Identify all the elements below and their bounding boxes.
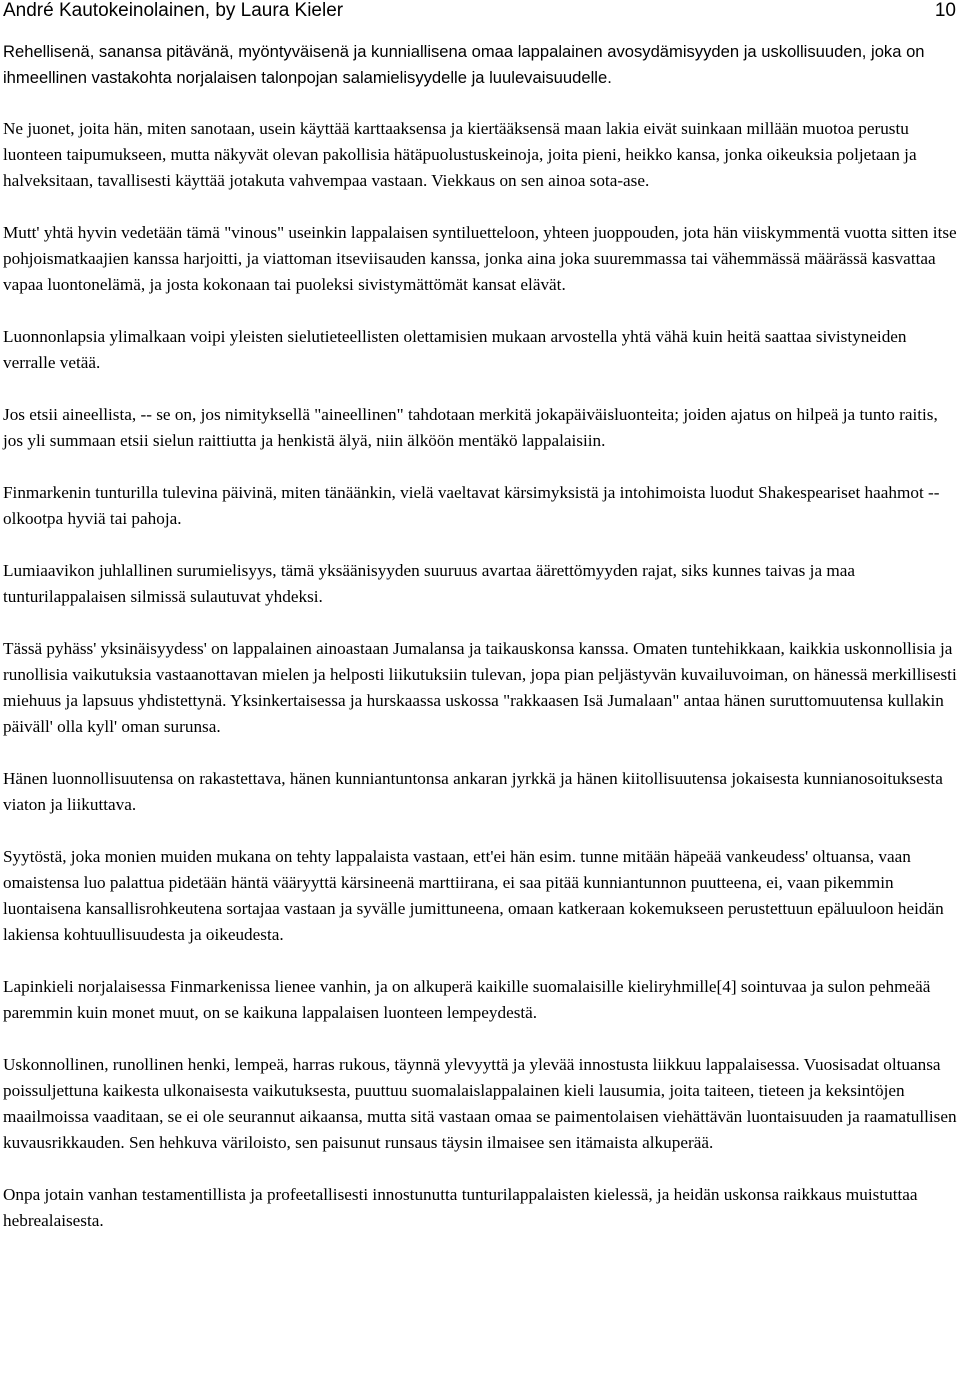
paragraph-5: Finmarkenin tunturilla tulevina päivinä, miten tänäänkin, vielä vaeltavat kärsimyksistä ja intohimoista luodut Shakespeariset haahmot -- olkootpa hyviä tai pahoja. (3, 483, 940, 528)
page-number: 10 (934, 0, 956, 21)
paragraph-12: Onpa jotain vanhan testamentillista ja profeetallisesti innostunutta tunturilappalaisten kielessä, ja heidän uskonsa raikkaus muistuttaa hebrealaisesta. (3, 1185, 918, 1230)
paragraph-2: Mutt' yhtä hyvin vedetään tämä "vinous" useinkin lappalaisen syntiluetteloon, yhteen juoppouden, jota hän viiskymmentä vuotta sitten itse pohjoismatkaajien kanssa harjoitti, ja viattoman itseviisauden kanssa, jonka aina joka suuremmassa tai vähemmässä määrässä kasvattaa vapaa luontonelämä, ja josta kokonaan tai puoleksi sivistymättömät kansat elävät. (3, 223, 957, 294)
header-title: André Kautokeinolainen, by Laura Kieler (3, 0, 344, 21)
paragraph-6: Lumiaavikon juhlallinen surumielisyys, tämä yksäänisyyden suuruus avartaa äärettömyyden rajat, siks kunnes taivas ja maa tunturilappalaisen silmissä sulautuvat yhdeksi. (3, 561, 855, 606)
paragraph-10: Lapinkieli norjalaisessa Finmarkenissa lienee vanhin, ja on alkuperä kaikille suomalaisille kieliryhmille[4] sointuvaa ja sulon pehmeää paremmin kuin monet muut, on se kaikuna lappalaisen luonteen lempeydestä. (3, 977, 931, 1022)
paragraph-8: Hänen luonnollisuutensa on rakastettava, hänen kunniantuntonsa ankaran jyrkkä ja hänen kiitollisuutensa jokaisesta kunnianosoituksesta viaton ja liikuttava. (3, 769, 943, 814)
paragraph-1: Ne juonet, joita hän, miten sanotaan, usein käyttää karttaaksensa ja kiertääksensä maan lakia eivät suinkaan millään muotoa perustu luonteen taipumukseen, mutta näkyvät olevan pakollisia hätäpuolustuskeinoja, joita pieni, heikko kansa, jonka oikeuksia poljetaan ja halveksitaan, tavallisesti käyttää jotakuta vahvempaa vastaan. Viekkaus on sen ainoa sota-ase. (3, 119, 917, 190)
page-header (3, 0, 960, 22)
paragraph-9: Syytöstä, joka monien muiden mukana on tehty lappalaista vastaan, ett'ei hän esim. tunne mitään häpeää vankeudess' oltuansa, vaan omaistensa luo palattua pidetään häntä vääryyttä kärsineenä marttiirana, ei saa pitää kunniantunnon puutteena, ei, vaan pikemmin luontaisena kansallisrohkeutena sortajaa vastaan ja syvälle jumittuneena, omaan katkeraan kokemukseen perustettuun epäluuloon heidän lakiensa kohtuullisuudesta ja oikeudesta. (3, 847, 944, 944)
paragraph-3: Luonnonlapsia ylimalkaan voipi yleisten sielutieteellisten olettamisien mukaan arvostella yhtä vähä kuin heitä saattaa sivistyneiden verralle vetää. (3, 327, 907, 372)
lead-paragraph: Rehellisenä, sanansa pitävänä, myöntyväisenä ja kunniallisena omaa lappalainen avosydämisyyden ja uskollisuuden, joka on ihmeellinen vastakohta norjalaisen talonpojan salamielisyydelle ja luulevaisuudelle. (3, 42, 925, 87)
paragraph-11: Uskonnollinen, runollinen henki, lempeä, harras rukous, täynnä ylevyyttä ja ylevää innostusta liikkuu lappalaisessa. Vuosisadat oltuansa poissuljettuna kaikesta ulkonaisesta vaikutuksesta, puuttuu suomalaislappalainen kieli lausumia, joita taiteen, tieteen ja keksintöjen maailmoissa vaaditaan, se ei ole seurannut aikaansa, mutta sitä vastaan omaa se paimentolaisen viehättävän luontaisuuden ja raamatullisen kuvausrikkauden. Sen hehkuva väriloisto, sen paisunut runsaus täysin ilmaisee sen itämaista alkuperää. (3, 1055, 957, 1152)
paragraph-4: Jos etsii aineellista, -- se on, jos nimityksellä "aineellinen" tahdotaan merkitä jokapäiväisluonteita; joiden ajatus on hilpeä ja tunto raitis, jos yli summaan etsii sielun raittiutta ja henkistä älyä, niin älköön mentäkö lappalaisiin. (3, 405, 938, 450)
paragraph-7: Tässä pyhäss' yksinäisyydess' on lappalainen ainoastaan Jumalansa ja taikauskonsa kanssa. Omaten tuntehikkaan, kaikkia uskonnollisia ja runollisia vaikutuksia vastaanottavan mielen ja helposti liikutuksiin tulevan, jopa pian peljästyvän kuvailuvoiman, on hänessä merkillisesti miehuus ja lapsuus yhdistettynä. Yksinkertaisessa ja hurskaassa uskossa "rakkaasen Isä Jumalaan" antaa hänen suruttomuutensa kullakin päiväll' olla kyll' oman surunsa. (3, 639, 957, 736)
